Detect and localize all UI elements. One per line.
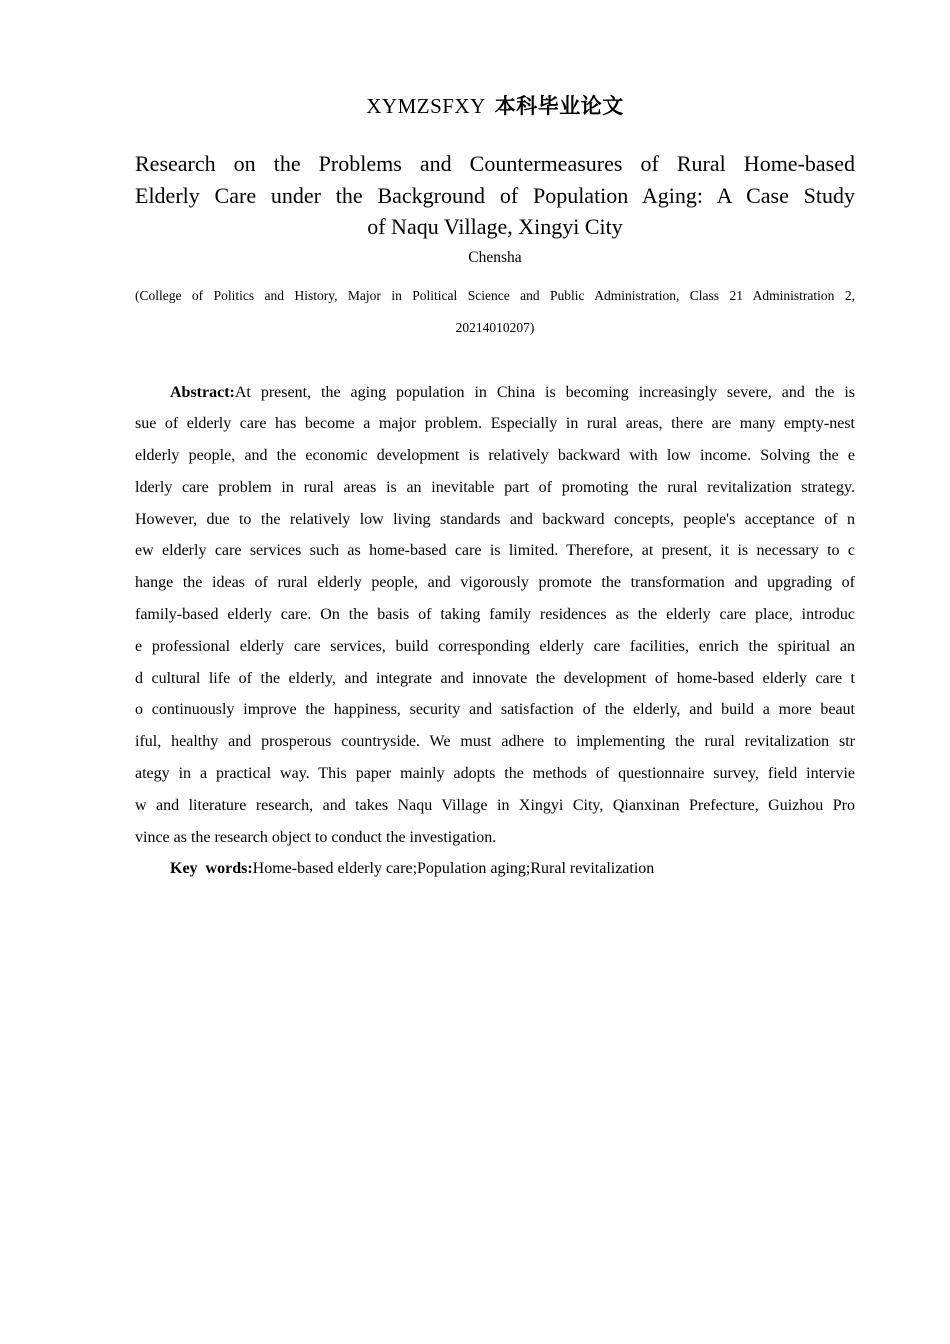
abstract-line: e professional elderly care services, build corresponding elderly care facilities, enrich the spiritual an	[135, 637, 855, 655]
thesis-header-latin: XYMZSFXY	[366, 94, 486, 118]
affiliation-line-2: 20214010207)	[455, 319, 535, 335]
paper-title	[135, 148, 855, 243]
abstract-line: family-based elderly care. On the basis of taking family residences as the elderly care place, introduc	[135, 606, 855, 624]
abstract-line: vince as the research object to conduct the investigation.	[135, 828, 497, 846]
thesis-header	[135, 92, 855, 120]
abstract-line: hange the ideas of rural elderly people, and vigorously promote the transformation and upgrading of	[135, 574, 855, 592]
keywords-text: Home-based elderly care;Population aging;Rural revitalization	[252, 860, 655, 878]
abstract-line: iful, healthy and prosperous countryside. We must adhere to implementing the rural revitalization str	[135, 733, 855, 751]
paper-title-line-2: Elderly Care under the Background of Population Aging: A Case Study	[135, 182, 855, 208]
author-name: Chensha	[468, 248, 522, 266]
abstract-line: sue of elderly care has become a major problem. Especially in rural areas, there are many empty-nest	[135, 415, 855, 433]
abstract-line: ew elderly care services such as home-based care is limited. Therefore, at present, it is necessary to c	[135, 542, 855, 560]
paper-title-line-3: of Naqu Village, Xingyi City	[367, 214, 623, 239]
affiliation-line-1: (College of Politics and History, Major in Political Science and Public Administration, Class 21 Administration 2,	[135, 287, 855, 303]
page-content	[135, 0, 855, 885]
abstract-line: lderly care problem in rural areas is an inevitable part of promoting the rural revitalization strategy.	[135, 478, 855, 496]
abstract-label: Abstract:	[170, 383, 235, 401]
thesis-header-cjk: 本科毕业论文	[494, 94, 624, 118]
abstract-line: elderly people, and the economic development is relatively backward with low income. Solving the e	[135, 447, 855, 465]
keywords-label: Key words:	[170, 860, 253, 878]
abstract-line-text: At present, the aging population in China is becoming increasingly severe, and the is	[234, 383, 855, 401]
keywords-line	[135, 853, 855, 885]
abstract-line: ategy in a practical way. This paper mainly adopts the methods of questionnaire survey, field intervie	[135, 765, 855, 783]
paper-title-line-1: Research on the Problems and Countermeasures of Rural Home-based	[135, 151, 855, 176]
affiliation	[135, 280, 855, 344]
abstract-line: o continuously improve the happiness, security and satisfaction of the elderly, and build a more beaut	[135, 701, 855, 719]
abstract-line	[135, 377, 855, 409]
abstract-line: w and literature research, and takes Naqu Village in Xingyi City, Qianxinan Prefecture, Guizhou Pro	[135, 796, 855, 814]
abstract-line: However, due to the relatively low living standards and backward concepts, people's acceptance of n	[135, 510, 855, 528]
abstract-section	[135, 377, 855, 886]
abstract-line: d cultural life of the elderly, and integrate and innovate the development of home-based elderly care t	[135, 669, 855, 687]
